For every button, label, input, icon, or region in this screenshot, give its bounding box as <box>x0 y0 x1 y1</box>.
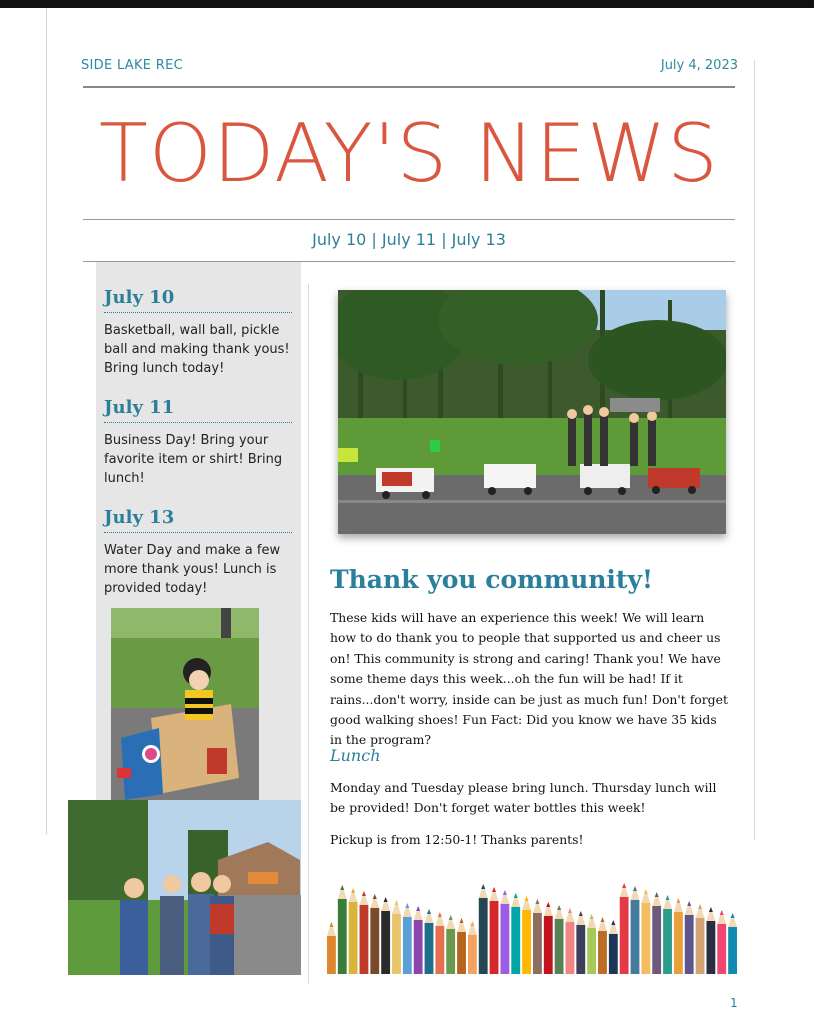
colored-pencils-graphic <box>326 878 738 974</box>
pencil <box>468 921 477 974</box>
brand-name: SIDE LAKE REC <box>81 58 183 73</box>
pencil <box>631 886 640 974</box>
sidebar-entry <box>104 507 294 598</box>
pencil <box>576 911 585 974</box>
pencil <box>435 912 444 974</box>
pencil <box>360 891 369 974</box>
pencil <box>446 915 455 974</box>
issue-date: July 4, 2023 <box>660 58 738 73</box>
pencil <box>479 884 488 974</box>
pencil <box>685 901 694 974</box>
left-page-edge <box>46 8 47 834</box>
subtitle-dates: July 10 | July 11 | July 13 <box>312 230 506 249</box>
group-photo <box>68 800 301 975</box>
sidebar-entry-text: Basketball, wall ball, pickle ball and making thank yous! Bring lunch today! <box>104 323 290 376</box>
pencil <box>728 913 737 974</box>
pencil <box>620 883 629 974</box>
article-body: These kids will have an experience this week! We will learn how to do thank you to people that supported us and cheer us on! This community is strong and caring! Thank you! We have some theme days this week...oh the fun will be had! If it rains...don't worry, inside can be just as much fun! Don't forget good walking shoes! Fun Fact: Did you know we have 35 kids in the program? <box>330 610 728 748</box>
sidebar-entry <box>104 287 294 378</box>
dotted-rule <box>104 312 292 313</box>
pencil <box>717 910 726 974</box>
sidebar-entry-text: Water Day and make a few more thank yous! Lunch is provided today! <box>104 543 281 596</box>
pencil <box>706 907 715 974</box>
pencil <box>370 894 379 974</box>
pencil <box>511 893 520 974</box>
lunch-heading: Lunch <box>330 746 381 765</box>
right-page-edge <box>754 60 755 840</box>
dotted-rule <box>104 532 292 533</box>
child-wagon-photo <box>111 608 259 800</box>
pencil <box>425 909 434 974</box>
pencil <box>414 906 423 974</box>
pencil <box>674 898 683 974</box>
pencil <box>349 888 358 974</box>
article-title: Thank you community! <box>330 565 653 594</box>
pencil <box>533 899 542 974</box>
pencil <box>327 922 336 974</box>
page-number: 1 <box>730 996 738 1010</box>
pencil <box>609 920 618 974</box>
pencil <box>457 918 466 974</box>
pencil <box>555 905 564 974</box>
pencil <box>490 887 499 974</box>
pencil <box>392 900 401 974</box>
page-title: TODAY'S NEWS <box>99 107 719 200</box>
top-bar <box>0 0 814 8</box>
pencil <box>663 895 672 974</box>
sidebar-entry-text: Business Day! Bring your favorite item or shirt! Bring lunch! <box>104 433 283 486</box>
pencil <box>641 889 650 974</box>
pencil <box>381 897 390 974</box>
lunch-text: Monday and Tuesday please bring lunch. Thursday lunch will be provided! Don't forget water bottles this week! <box>330 780 717 816</box>
pencil <box>652 892 661 974</box>
pencil <box>544 902 553 974</box>
pencil <box>587 914 596 974</box>
parade-photo <box>338 290 726 534</box>
pencil <box>338 885 347 974</box>
top-rule <box>83 86 735 88</box>
sidebar-entry <box>104 397 294 488</box>
pencil <box>566 908 575 974</box>
pencil <box>598 917 607 974</box>
dotted-rule <box>104 422 292 423</box>
sidebar-entry-title: July 10 <box>104 287 175 308</box>
divider-rule <box>83 219 735 220</box>
pencil <box>403 903 412 974</box>
pencil <box>522 896 531 974</box>
sidebar-entry-title: July 11 <box>104 397 175 418</box>
sidebar-entry-title: July 13 <box>104 507 175 528</box>
pencil <box>696 904 705 974</box>
column-divider <box>308 284 309 984</box>
pencil <box>500 890 509 974</box>
pickup-text: Pickup is from 12:50-1! Thanks parents! <box>330 832 584 847</box>
